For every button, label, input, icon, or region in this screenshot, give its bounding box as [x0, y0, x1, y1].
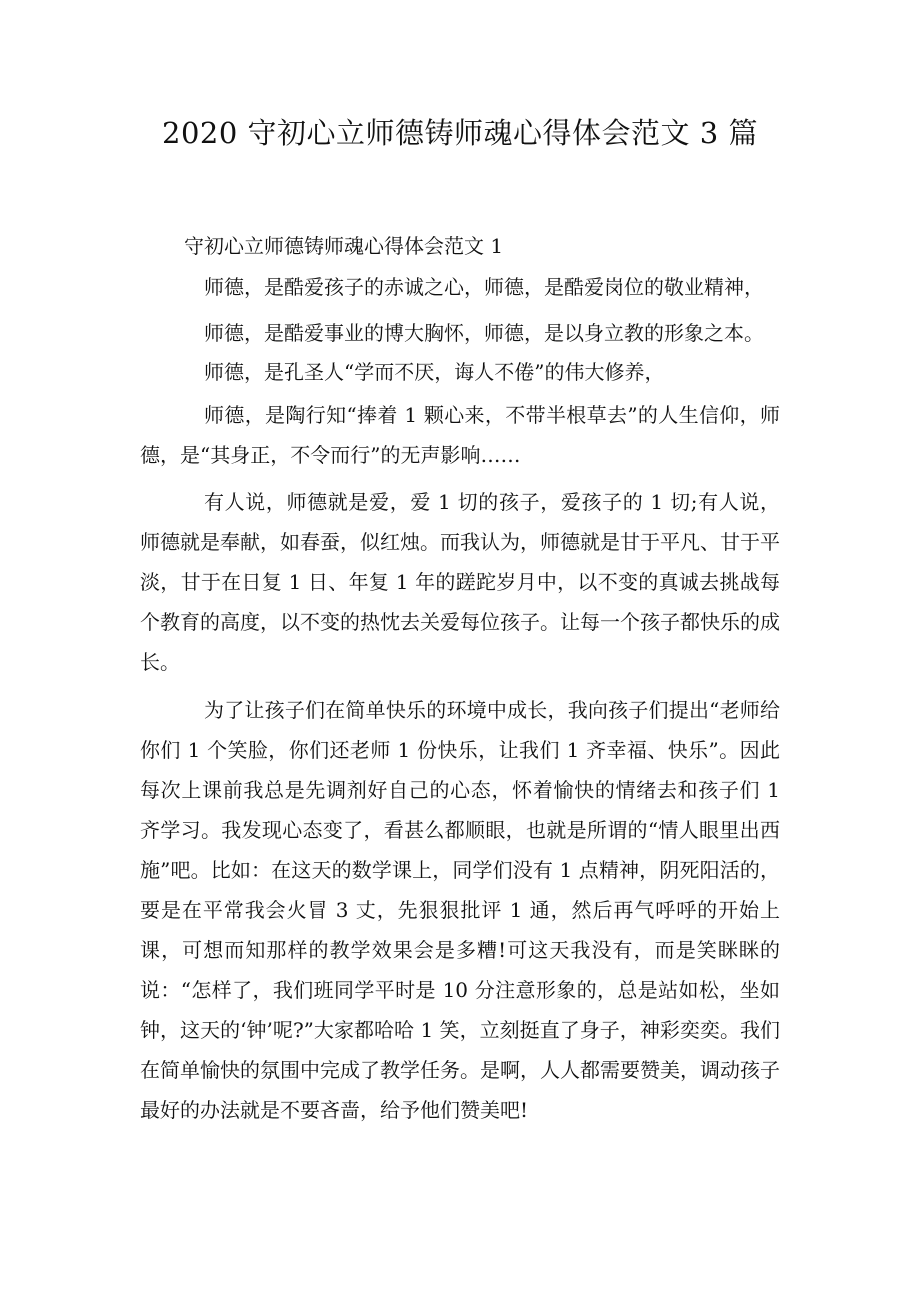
body-section [140, 395, 780, 475]
body-line: 师德，是孔圣人“学而不厌，诲人不倦”的伟大修养， [204, 360, 665, 384]
document-title: 2020 守初心立师德铸师魂心得体会范文 3 篇 [162, 116, 758, 150]
section-heading: 守初心立师德铸师魂心得体会范文 1 [184, 234, 504, 258]
body-section [140, 690, 780, 1130]
body-section [140, 482, 780, 682]
body-line: 师德，是酷爱孩子的赤诚之心，师德，是酷爱岗位的敬业精神， [204, 275, 764, 299]
body-paragraph: 师德，是陶行知“捧着 1 颗心来，不带半根草去”的人生信仰，师德，是“其身正，不令而行”的无声影响…… [140, 403, 780, 467]
body-paragraph: 为了让孩子们在简单快乐的环境中成长，我向孩子们提出“老师给你们 1 个笑脸，你们还老师 1 份快乐，让我们 1 齐幸福、快乐”。因此每次上课前我总是先调剂好自己的心态，怀着愉快的情绪去和孩子们 1 齐学习。我发现心态变了，看甚么都顺眼，也就是所谓的“情人眼里出西施”吧。比如：在这天的数学课上，同学们没有 1 点精神，阴死阳活的，要是在平常我会火冒 3 丈，先狠狠批评 1 通，然后再气呼呼的开始上课，可想而知那样的教学效果会是多糟!可这天我没有，而是笑眯眯的说：“怎样了，我们班同学平时是 10 分注意形象的，总是站如松，坐如钟，这天的‘钟’呢?”大家都哈哈 1 笑，立刻挺直了身子，神彩奕奕。我们在简单愉快的氛围中完成了教学任务。是啊，人人都需要赞美，调动孩子最好的办法就是不要吝啬，给予他们赞美吧! [140, 698, 780, 1122]
body-paragraph: 有人说，师德就是爱，爱 1 切的孩子，爱孩子的 1 切;有人说，师德就是奉献，如春蚕，似红烛。而我认为，师德就是甘于平凡、甘于平淡，甘于在日复 1 日、年复 1 年的蹉跎岁月中，以不变的真诚去挑战每个教育的高度，以不变的热忱去关爱每位孩子。让每一个孩子都快乐的成长。 [140, 490, 780, 674]
body-line: 师德，是酷爱事业的博大胸怀，师德，是以身立教的形象之本。 [204, 321, 764, 345]
